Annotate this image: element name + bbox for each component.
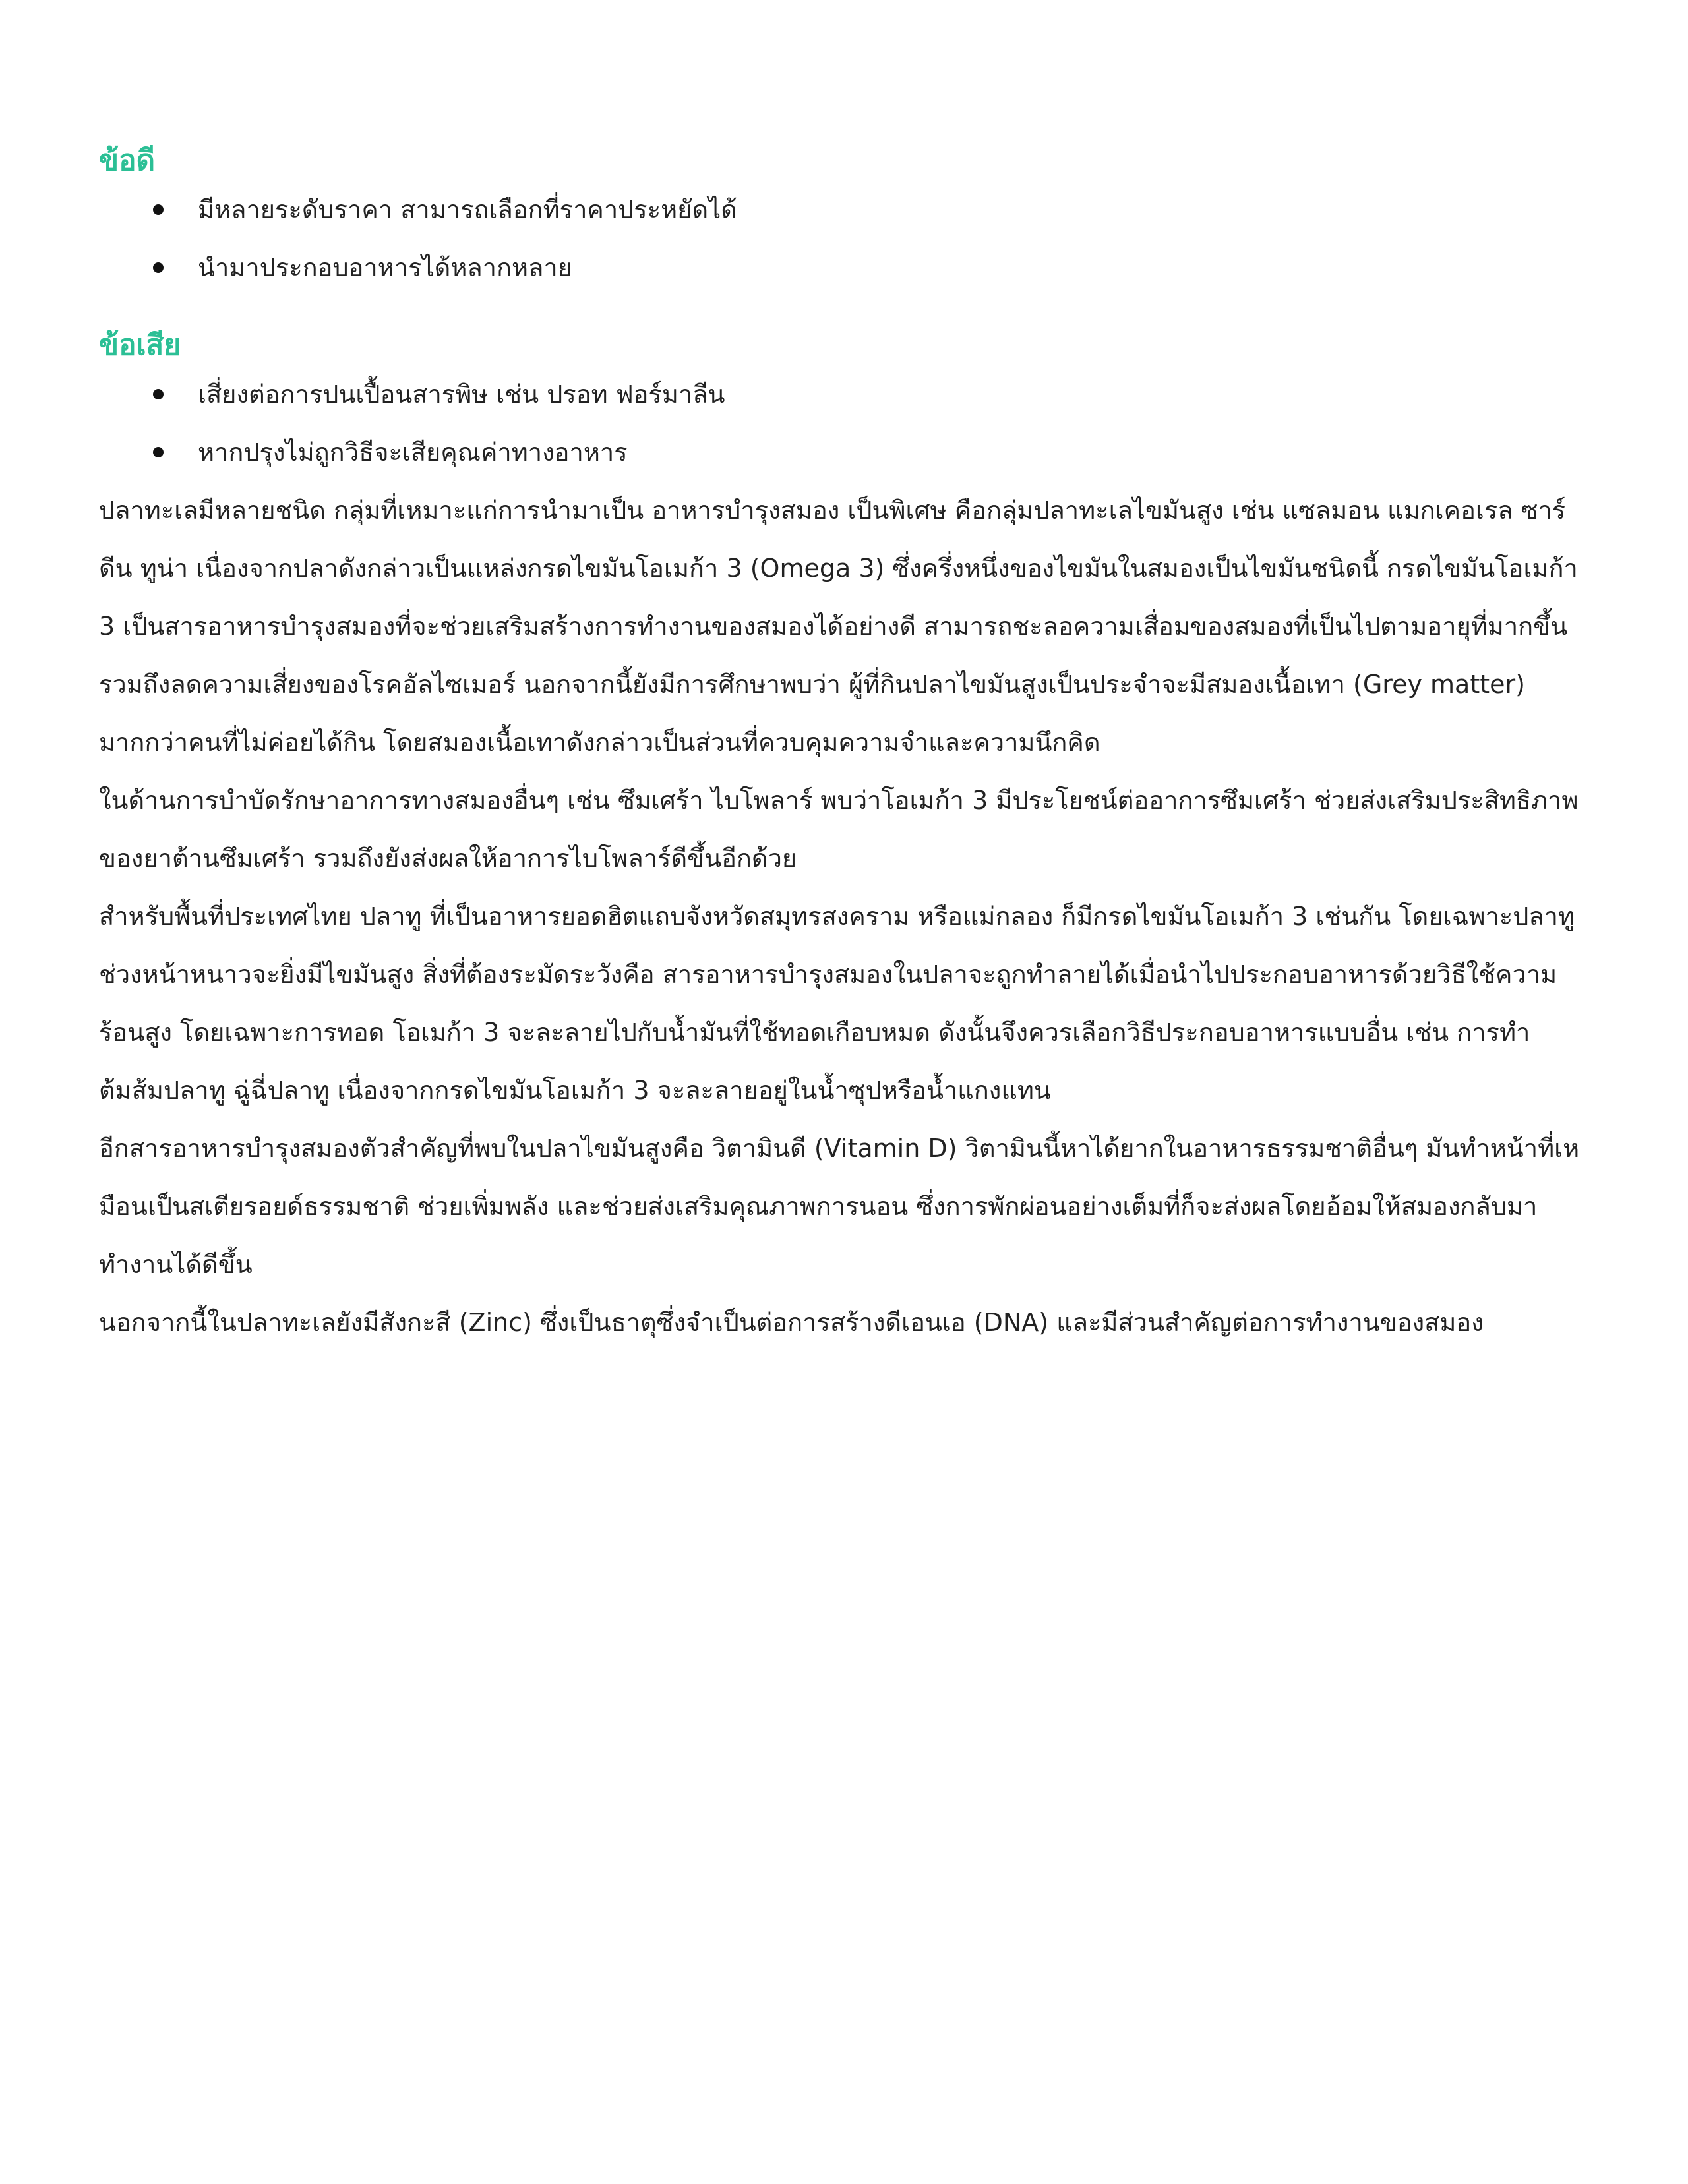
list-item [99,181,1589,239]
list-item [99,365,1589,423]
bullet-icon [153,262,164,273]
paragraph-zinc: นอกจากนี้ในปลาทะเลยังมีสังกะสี (Zinc) ซึ่งเป็นธาตุซึ่งจำเป็นต่อการสร้างดีเอนเอ (DNA) และมีส่วนสำคัญต่อการทำงานของสมอง [99,1308,1484,1337]
article-content [99,132,1589,1351]
list-item-text: นำมาประกอบอาหารได้หลากหลาย [198,253,572,282]
cons-heading: ข้อเสีย [99,328,181,362]
list-item-text: หากปรุงไม่ถูกวิธีจะเสียคุณค่าทางอาหาร [198,438,628,467]
pros-list [99,181,1589,297]
bullet-icon [153,447,164,457]
paragraph-omega3-fish: ปลาทะเลมีหลายชนิด กลุ่มที่เหมาะแก่การนำมาเป็น อาหารบำรุงสมอง เป็นพิเศษ คือกลุ่มปลาทะเลไขมันสูง เช่น แซลมอน แมกเคอเรล ซาร์ดีน ทูน่า เนื่องจากปลาดังกล่าวเป็นแหล่งกรดไขมันโอเมก้า 3 (Omega 3) ซึ่งครึ่งหนึ่งของไขมันในสมองเป็นไขมันชนิดนี้ กรดไขมันโอเมก้า 3 เป็นสารอาหารบำรุงสมองที่จะช่วยเสริมสร้างการทำงานของสมองได้อย่างดี สามารถชะลอความเสื่อมของสมองที่เป็นไปตามอายุที่มากขึ้น รวมถึงลดความเสี่ยงของโรคอัลไซเมอร์ นอกจากนี้ยังมีการศึกษาพบว่า ผู้ที่กินปลาไขมันสูงเป็นประจำจะมีสมองเนื้อเทา (Grey matter) มากกว่าคนที่ไม่ค่อยได้กิน โดยสมองเนื้อเทาดังกล่าวเป็นส่วนที่ควบคุมความจำและความนึกคิด [99,496,1578,757]
bullet-icon [153,389,164,399]
bullet-icon [153,204,164,215]
cons-list [99,365,1589,481]
list-item-text: มีหลายระดับราคา สามารถเลือกที่ราคาประหยัดได้ [198,195,737,224]
pros-heading: ข้อดี [99,144,156,177]
paragraph-depression-bipolar: ในด้านการบำบัดรักษาอาการทางสมองอื่นๆ เช่น ซึมเศร้า ไบโพลาร์ พบว่าโอเมก้า 3 มีประโยชน์ต่ออาการซึมเศร้า ช่วยส่งเสริมประสิทธิภาพของยาต้านซึมเศร้า รวมถึงยังส่งผลให้อาการไบโพลาร์ดีขึ้นอีกด้วย [99,786,1579,873]
list-item [99,239,1589,297]
paragraph-mackerel: สำหรับพื้นที่ประเทศไทย ปลาทู ที่เป็นอาหารยอดฮิตแถบจังหวัดสมุทรสงคราม หรือแม่กลอง ก็มีกรดไขมันโอเมก้า 3 เช่นกัน โดยเฉพาะปลาทูช่วงหน้าหนาวจะยิ่งมีไขมันสูง สิ่งที่ต้องระมัดระวังคือ สารอาหารบำรุงสมองในปลาจะถูกทำลายได้เมื่อนำไปประกอบอาหารด้วยวิธีใช้ความร้อนสูง โดยเฉพาะการทอด โอเมก้า 3 จะละลายไปกับน้ำมันที่ใช้ทอดเกือบหมด ดังนั้นจึงควรเลือกวิธีประกอบอาหารแบบอื่น เช่น การทำต้มส้มปลาทู ฉู่ฉี่ปลาทู เนื่องจากกรดไขมันโอเมก้า 3 จะละลายอยู่ในน้ำซุปหรือน้ำแกงแทน [99,902,1575,1105]
paragraph-vitamin-d: อีกสารอาหารบำรุงสมองตัวสำคัญที่พบในปลาไขมันสูงคือ วิตามินดี (Vitamin D) วิตามินนี้หาได้ยากในอาหารธรรมชาติอื่นๆ มันทำหน้าที่เหมือนเป็นสเตียรอยด์ธรรมชาติ ช่วยเพิ่มพลัง และช่วยส่งเสริมคุณภาพการนอน ซึ่งการพักผ่อนอย่างเต็มที่ก็จะส่งผลโดยอ้อมให้สมองกลับมาทำงานได้ดีขึ้น [99,1134,1580,1279]
list-item-text: เสี่ยงต่อการปนเปื้อนสารพิษ เช่น ปรอท ฟอร์มาลีน [198,380,725,409]
list-item [99,423,1589,481]
